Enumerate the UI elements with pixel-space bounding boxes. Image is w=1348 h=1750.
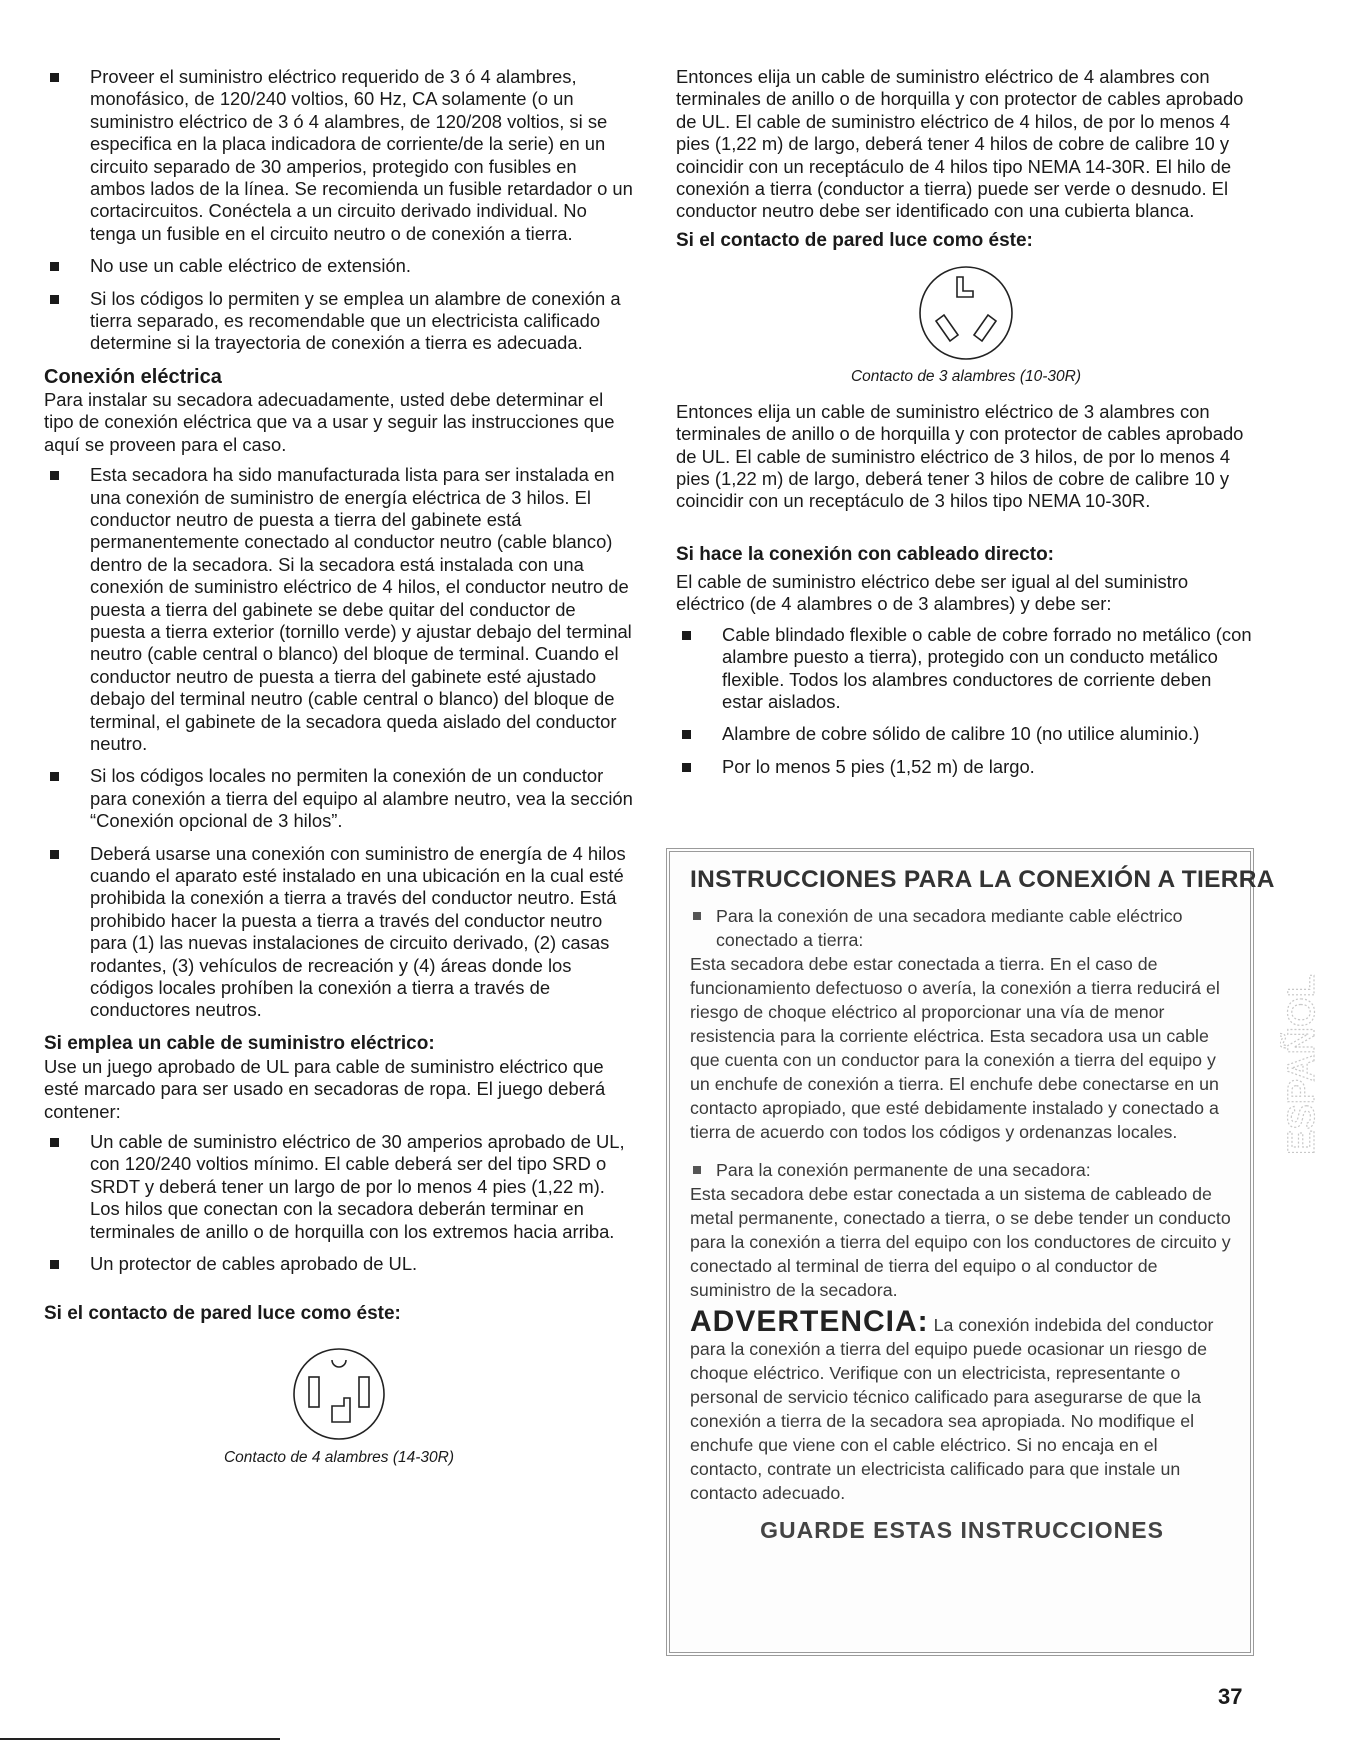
bullet-square-icon	[50, 850, 59, 859]
list-item: Cable blindado flexible o cable de cobre forrado no metálico (con alambre puesto a tierra), protegido con un conducto metálico flexible. Todos los alambres conductores de corriente deben estar aislados.	[676, 624, 1256, 714]
footer-rule	[0, 1738, 280, 1740]
grounding-text-cord: Esta secadora debe estar conectada a tierra. En el caso de funcionamiento defectuoso o avería, la conexión a tierra reducirá el riesgo de choque eléctrico al proporcionar una vía de menor resistencia para la corriente eléctrica. Esta secadora usa un cable que cuenta con un conductor para la conexión a tierra del equipo y un enchufe de conexión a tierra. El enchufe debe conectarse en un contacto apropiado, que esté debidamente instalado y conectado a tierra de acuerdo con todos los códigos y ordenanzas locales.	[690, 954, 1220, 1142]
heading-contacto-pared: Si el contacto de pared luce como éste:	[44, 1302, 401, 1324]
bullet-list-conexion	[44, 464, 634, 1022]
grounding-subheading-cord: Para la conexión de una secadora mediante cable eléctrico conectado a tierra:	[690, 904, 1234, 952]
bullet-square-icon	[682, 730, 691, 739]
save-instructions-title: GUARDE ESTAS INSTRUCCIONES	[760, 1517, 1164, 1543]
heading-cable-suministro: Si emplea un cable de suministro eléctrico:	[44, 1032, 435, 1054]
caption-4-wire: Contacto de 4 alambres (14-30R)	[223, 1448, 455, 1466]
list-item: Si los códigos lo permiten y se emplea un alambre de conexión a tierra separado, es recomendable que un electricista calificado determine si la trayectoria de conexión a tierra es adecuada.	[44, 288, 634, 355]
caption-3-wire: Contacto de 3 alambres (10-30R)	[850, 367, 1082, 385]
bullet-square-icon	[50, 1138, 59, 1147]
list-item: Si los códigos locales no permiten la conexión de un conductor para conexión a tierra del equipo al alambre neutro, vea la sección “Conexión opcional de 3 hilos”.	[44, 765, 634, 832]
grounding-subheading-permanent: Para la conexión permanente de una secadora:	[690, 1158, 1234, 1182]
conexion-intro: Para instalar su secadora adecuadamente, usted debe determinar el tipo de conexión eléctrica que va a usar y seguir las instrucciones que aquí se proveen para el caso.	[44, 388, 615, 455]
list-item: Deberá usarse una conexión con suministro de energía de 4 hilos cuando el aparato esté instalado en una ubicación en la cual esté prohibida la conexión a tierra a través del conductor neutro. Está prohibido hacer la puesta a tierra a través del conductor neutro para (1) las nuevas instalaciones de circuito derivado, (2) casas rodantes, (3) vehículos de recreación y (4) áreas donde los códigos locales prohíben la conexión a tierra a través de conductores neutros.	[44, 843, 634, 1022]
bullet-square-icon	[50, 262, 59, 271]
outlet-4-wire-icon	[284, 1344, 394, 1444]
bullet-list-requirements	[44, 66, 634, 355]
bullet-square-icon	[682, 763, 691, 772]
bullet-list-cable	[44, 1131, 634, 1275]
grounding-box-title: INSTRUCCIONES PARA LA CONEXIÓN A TIERRA	[690, 866, 1275, 893]
bullet-square-icon	[682, 631, 691, 640]
bullet-square-icon	[50, 471, 59, 480]
bullet-square-icon	[693, 912, 701, 920]
bullet-square-icon	[693, 1166, 701, 1174]
directo-intro: El cable de suministro eléctrico debe ser igual al del suministro eléctrico (de 4 alambres o de 3 alambres) y debe ser:	[676, 570, 1189, 615]
grounding-instructions-box	[666, 848, 1275, 1656]
bullet-square-icon	[50, 772, 59, 781]
language-side-tab	[1280, 905, 1330, 1165]
paragraph-3-wire: Entonces elija un cable de suministro eléctrico de 3 alambres con terminales de anillo o de horquilla y con protector de cables aprobado de UL. El cable de suministro eléctrico de 3 hilos, de por lo menos 4 pies (1,22 m) de largo, deberá tener 3 hilos de cobre de calibre 10 y coincidir con un receptáculo de 3 hilos tipo NEMA 10-30R.	[676, 400, 1244, 512]
left-column	[44, 66, 634, 1468]
side-tab-label: ESPAÑOL	[1281, 974, 1323, 1155]
warning-paragraph	[690, 1305, 1234, 1505]
bullet-list-directo	[676, 624, 1256, 778]
list-item: No use un cable eléctrico de extensión.	[44, 255, 634, 277]
list-item: Un cable de suministro eléctrico de 30 amperios aprobado de UL, con 120/240 voltios mínimo. El cable deberá ser del tipo SRD o SRDT y deberá tener un largo de por lo menos 4 pies (1,22 m). Los hilos que conectan con la secadora deberán terminar en terminales de anillo o de horquilla con los extremos hacia arriba.	[44, 1131, 634, 1243]
outlet-3-wire-icon	[910, 263, 1022, 363]
heading-cableado-directo: Si hace la conexión con cableado directo:	[676, 543, 1054, 565]
heading-conexion-electrica: Conexión eléctrica	[44, 365, 222, 388]
grounding-text-permanent: Esta secadora debe estar conectada a un sistema de cableado de metal permanente, conectado a tierra, o se debe tender un conducto para la conexión a tierra del equipo con los conductores de circuito y conectado al terminal de tierra del equipo o al conductor de suministro de la secadora.	[690, 1184, 1231, 1300]
list-item: Proveer el suministro eléctrico requerido de 3 ó 4 alambres, monofásico, de 120/240 voltios, 60 Hz, CA solamente (o un suministro eléctrico de 3 ó 4 alambres, de 120/208 voltios, si se especifica en la placa indicadora de corriente/de la serie) en un circuito separado de 30 amperios, protegido con fusibles en ambos lados de la línea. Se recomienda un fusible retardador o un cortacircuitos. Conéctela a un circuito derivado individual. No tenga un fusible en el circuito neutro o de conexión a tierra.	[44, 66, 634, 245]
page-number: 37	[1218, 1684, 1243, 1709]
paragraph-4-wire: Entonces elija un cable de suministro eléctrico de 4 alambres con terminales de anillo o de horquilla y con protector de cables aprobado de UL. El cable de suministro eléctrico de 4 hilos, de por lo menos 4 pies (1,22 m) de largo, deberá tener 4 hilos de cobre de calibre 10 y coincidir con un receptáculo de 4 hilos tipo NEMA 14-30R. El hilo de conexión a tierra (conductor a tierra) puede ser verde o desnudo. El conductor neutro debe ser identificado con una cubierta blanca.	[676, 66, 1244, 222]
heading-contacto-pared-3: Si el contacto de pared luce como éste:	[676, 229, 1033, 251]
bullet-square-icon	[50, 295, 59, 304]
bullet-square-icon	[50, 1260, 59, 1269]
list-item: Alambre de cobre sólido de calibre 10 (no utilice aluminio.)	[676, 723, 1256, 745]
cable-intro: Use un juego aprobado de UL para cable de suministro eléctrico que esté marcado para ser usado en secadoras de ropa. El juego deberá contener:	[44, 1055, 606, 1122]
right-column	[676, 66, 1256, 788]
warning-text: La conexión indebida del conductor para la conexión a tierra del equipo puede ocasionar un riesgo de choque eléctrico. Verifique con un electricista, representante o personal de servicio técnico calificado para asegurarse de que la conexión a tierra de la secadora sea apropiada. No modifique el enchufe que viene con el cable eléctrico. Si no encaja en el contacto, contrate un electricista calificado para que instale un contacto adecuado.	[690, 1315, 1214, 1503]
list-item: Esta secadora ha sido manufacturada lista para ser instalada en una conexión de suministro de energía eléctrica de 3 hilos. El conductor neutro de puesta a tierra del gabinete está permanentemente conectado al conductor neutro (cable blanco) dentro de la secadora. Si la secadora está instalada con una conexión de suministro eléctrico de 4 hilos, el conductor neutro de puesta a tierra del gabinete se debe quitar del conductor de puesta a tierra exterior (tornillo verde) y ajustar debajo del terminal neutro (cable central o blanco) del bloque de terminal. Cuando el conductor neutro de puesta a tierra del gabinete esté ajustado debajo del terminal neutro (cable central o blanco) del bloque de terminal, el gabinete de la secadora queda aislado del conductor neutro.	[44, 464, 634, 755]
list-item: Por lo menos 5 pies (1,52 m) de largo.	[676, 756, 1256, 778]
warning-label: ADVERTENCIA:	[690, 1305, 929, 1338]
list-item: Un protector de cables aprobado de UL.	[44, 1253, 634, 1275]
bullet-square-icon	[50, 73, 59, 82]
